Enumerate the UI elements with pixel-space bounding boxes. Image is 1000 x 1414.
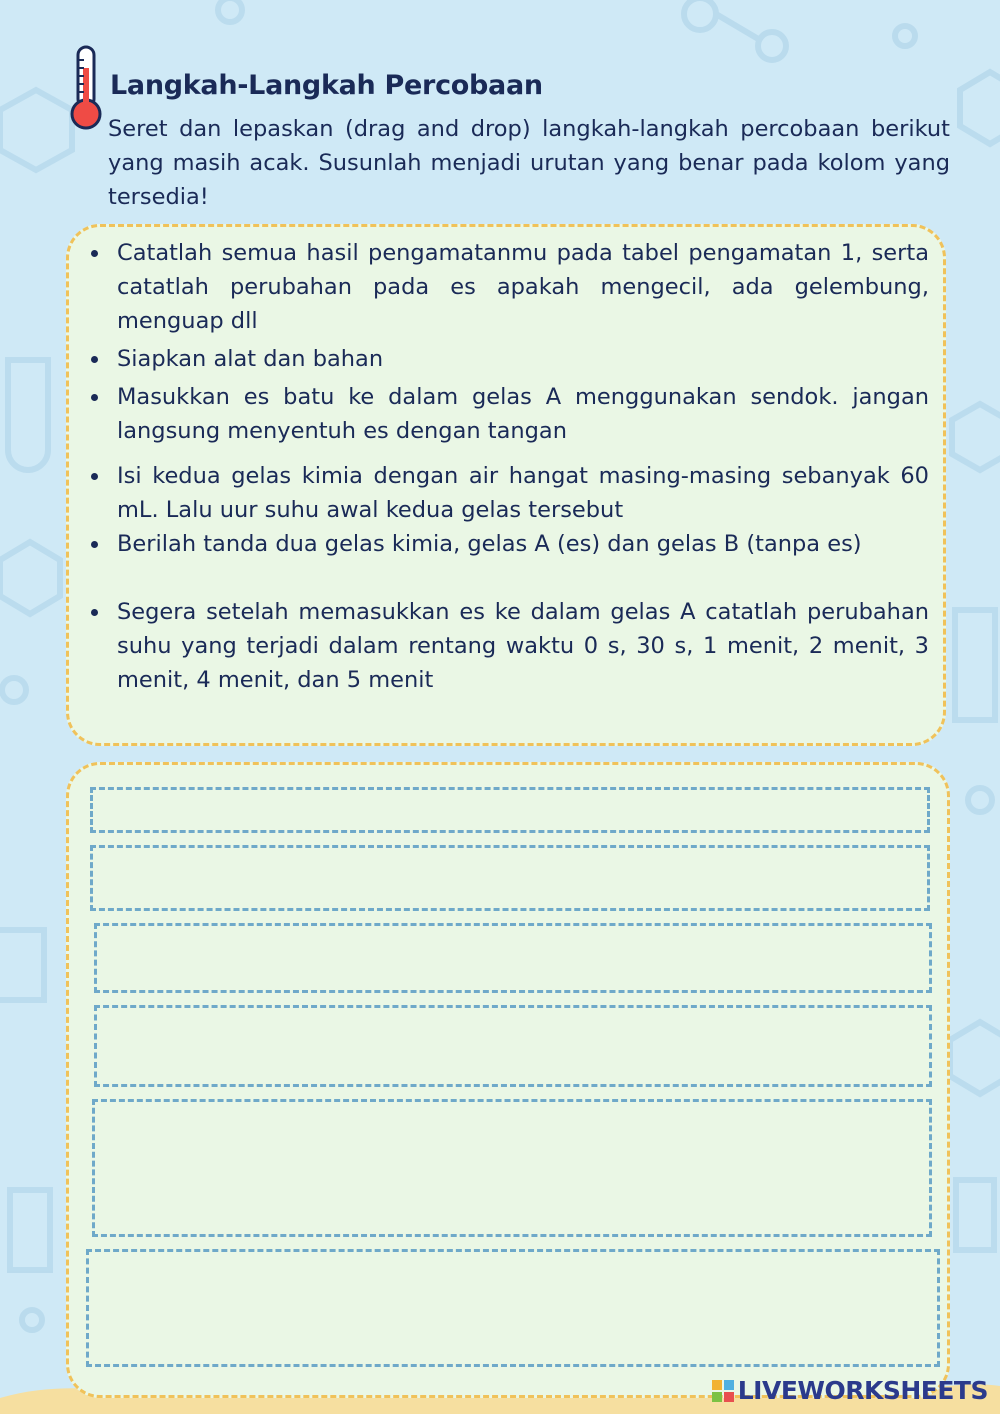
draggable-step-4[interactable]: Isi kedua gelas kimia dengan air hangat masing-masing sebanyak 60 mL. Lalu uur suhu awal kedua gelas tersebut (117, 459, 929, 527)
draggable-step-6[interactable]: Segera setelah memasukkan es ke dalam gelas A catatlah perubahan suhu yang terjadi dalam rentang waktu 0 s, 30 s, 1 menit, 2 menit, 3 menit, 4 menit, dan 5 menit (117, 595, 929, 697)
instruction-text: Seret dan lepaskan (drag and drop) langkah-langkah percobaan berikut yang masih acak. Susunlah menjadi urutan yang benar pada kolom yang tersedia! (108, 116, 950, 210)
drop-slot-5[interactable] (92, 1099, 932, 1237)
thermometer-icon (66, 44, 106, 132)
drop-slot-6[interactable] (86, 1249, 940, 1367)
steps-panel (66, 224, 946, 746)
draggable-step-2[interactable]: Siapkan alat dan bahan (117, 342, 929, 376)
liveworksheets-logo-icon (712, 1380, 734, 1402)
draggable-step-5[interactable]: Berilah tanda dua gelas kimia, gelas A (es) dan gelas B (tanpa es) (117, 527, 929, 561)
drop-slot-2[interactable] (90, 845, 930, 911)
logo-text: LIVEWORKSHEETS (737, 1376, 988, 1405)
liveworksheets-logo (712, 1376, 988, 1405)
answer-drop-area (66, 762, 950, 1398)
drop-slot-3[interactable] (94, 923, 932, 993)
draggable-step-3[interactable]: Masukkan es batu ke dalam gelas A menggunakan sendok. jangan langsung menyentuh es dengan tangan (117, 380, 929, 448)
draggable-step-1[interactable]: Catatlah semua hasil pengamatanmu pada tabel pengamatan 1, serta catatlah perubahan pada es apakah mengecil, ada gelembung, menguap dll (117, 236, 929, 338)
drop-slot-1[interactable] (90, 787, 930, 833)
drop-slot-4[interactable] (94, 1005, 932, 1087)
page-title: Langkah-Langkah Percobaan (110, 70, 543, 101)
